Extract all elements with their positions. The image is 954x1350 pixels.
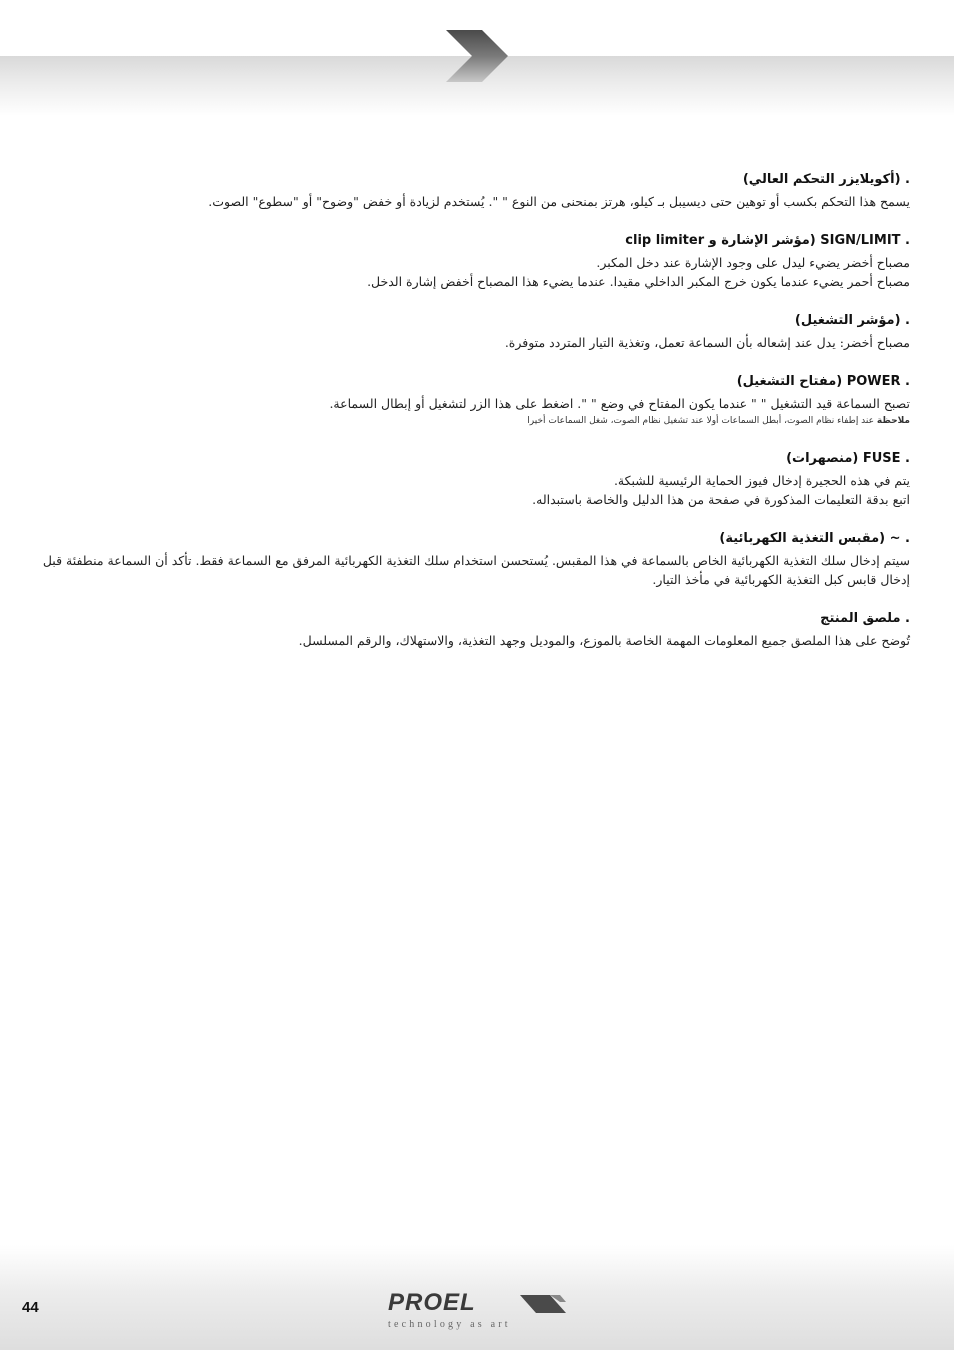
section-heading: . ملصق المنتج <box>820 611 910 626</box>
note-label: ملاحظة <box>876 416 910 426</box>
section-text: تصبح السماعة قيد التشغيل " " عندما يكون المفتاح في وضع " ". اضغط على هذا الزر لتشغيل أو إبطال السماعة. <box>329 396 910 411</box>
section-fuse <box>40 447 910 509</box>
page-number: 44 <box>22 1299 39 1316</box>
chevron-arrow-icon <box>444 28 510 84</box>
section-sign-limit <box>40 229 910 291</box>
section-heading: . ~ (مقبس التغذية الكهربائية) <box>719 531 910 546</box>
section-text: إدخال قابس كبل التغذية الكهربائية في مأخذ التيار. <box>652 572 910 587</box>
section-power-indicator <box>40 309 910 352</box>
section-text: سيتم إدخال سلك التغذية الكهربائية الخاص بالسماعة في هذا المقبس. يُستحسن استخدام سلك التغذية الكهربائية المرفق مع السماعة فقط. تأكد أن السماعة منطفئة قبل <box>42 553 910 568</box>
section-power-switch <box>40 370 910 429</box>
logo-wordmark: PROEL <box>388 1289 476 1316</box>
logo-tagline: technology as art <box>388 1319 511 1330</box>
section-heading: . (أكويلايزر التحكم العالي) <box>742 172 910 187</box>
section-heading: . (مؤشر التشغيل) <box>794 313 910 328</box>
section-heading: . FUSE (منصهرات) <box>786 451 910 466</box>
section-text: مصباح أخضر يضيء ليدل على وجود الإشارة عند دخل المكبر. <box>596 255 910 270</box>
proel-logo <box>384 1289 574 1337</box>
note <box>40 413 910 429</box>
section-text: مصباح أحمر يضيء عندما يكون خرج المكبر الداخلي مقيدا. عندما يضيء هذا المصباح أخفض إشارة الدخل. <box>367 274 910 289</box>
logo-stripe-icon <box>520 1293 568 1315</box>
section-text: مصباح أخضر: يدل عند إشعاله بأن السماعة تعمل، وتغذية التيار المتردد متوفرة. <box>504 335 910 350</box>
document-body <box>40 168 910 668</box>
section-text: يسمح هذا التحكم بكسب أو توهين حتى ديسيبل بـ كيلو، هرتز بمنحنى من النوع " ". يُستخدم لزيادة أو خفض "وضوح" أو "سطوع" الصوت. <box>208 194 910 209</box>
note-text: عند إطفاء نظام الصوت، أبطل السماعات أولا عند تشغيل نظام الصوت، شغل السماعات أخيرا <box>527 416 874 426</box>
section-power-socket <box>40 527 910 589</box>
section-text: يتم في هذه الحجيرة إدخال فيوز الحماية الرئيسية للشبكة. <box>613 473 910 488</box>
section-text: تُوضح على هذا الملصق جميع المعلومات المهمة الخاصة بالموزع، والموديل وجهد التغذية، والاستهلاك، والرقم المسلسل. <box>298 633 910 648</box>
section-product-label <box>40 607 910 650</box>
section-equalizer <box>40 168 910 211</box>
section-heading: . SIGN/LIMIT (مؤشر الإشارة و clip limiter <box>625 233 910 248</box>
section-heading: . POWER (مفتاح التشغيل) <box>736 374 910 389</box>
section-text: اتبع بدقة التعليمات المذكورة في صفحة من هذا الدليل والخاصة باستبداله. <box>532 492 910 507</box>
